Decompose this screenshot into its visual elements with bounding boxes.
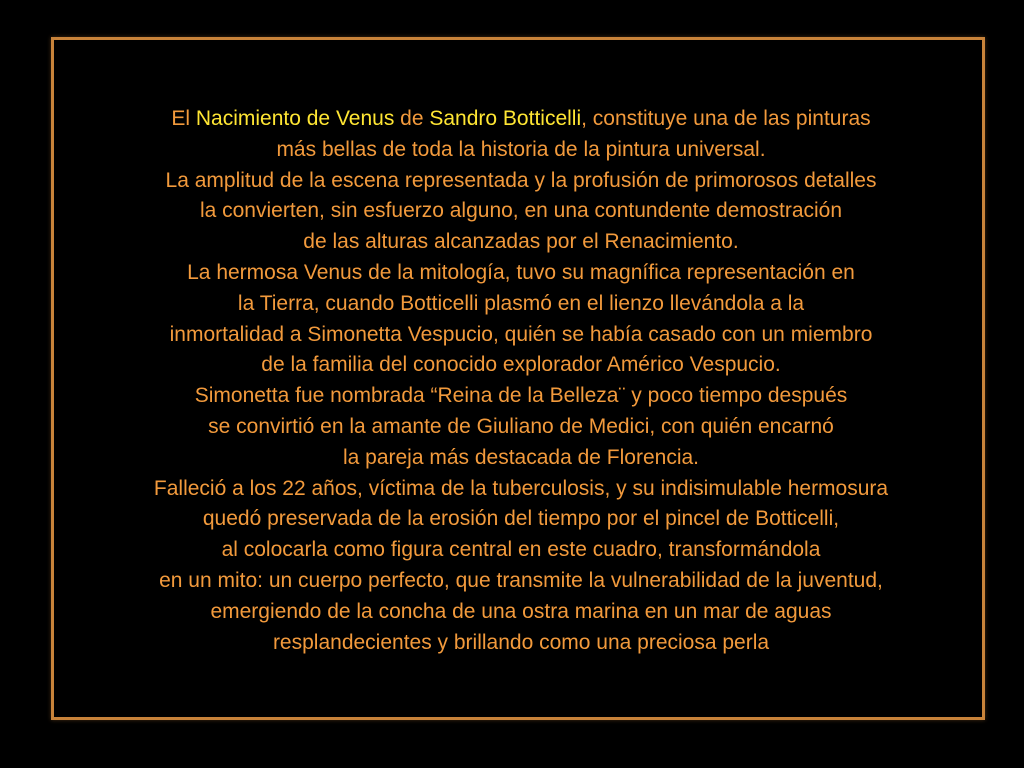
text-line-12: la pareja más destacada de Florencia.	[342, 445, 700, 469]
text-line-1	[54, 104, 988, 135]
text-line-13: Falleció a los 22 años, víctima de la tuberculosis, y su indisimulable hermosura	[153, 476, 889, 500]
body-text	[54, 104, 988, 658]
highlight-painting-title: Nacimiento de Venus	[195, 107, 395, 130]
text-line-14: quedó preservada de la erosión del tiempo por el pincel de Botticelli,	[202, 507, 840, 531]
text-line-10: Simonetta fue nombrada “Reina de la Belleza¨ y poco tiempo después	[194, 384, 848, 408]
text-line-7: la Tierra, cuando Botticelli plasmó en el lienzo llevándola a la	[237, 291, 805, 315]
text-line-6: La hermosa Venus de la mitología, tuvo su magnífica representación en	[187, 260, 855, 284]
text-line-16: en un mito: un cuerpo perfecto, que transmite la vulnerabilidad de la juventud,	[159, 568, 883, 592]
text-line-17: emergiendo de la concha de una ostra marina en un mar de aguas	[210, 599, 832, 623]
word-de: de	[394, 107, 430, 130]
text-line-15: al colocarla como figura central en este cuadro, transformándola	[221, 538, 821, 562]
text-line-2: más bellas de toda la historia de la pintura universal.	[276, 137, 766, 161]
text-line-11: se convirtió en la amante de Giuliano de Medici, con quién encarnó	[208, 414, 834, 438]
highlight-artist-name: Sandro Botticelli	[429, 107, 582, 130]
text-line-4: la convierten, sin esfuerzo alguno, en una contundente demostración	[199, 199, 843, 223]
line-1-rest: , constituye una de las pinturas	[581, 107, 871, 130]
word-el: El	[171, 107, 196, 130]
text-line-9: de la familia del conocido explorador Américo Vespucio.	[261, 353, 781, 377]
text-line-18: resplandecientes y brillando como una preciosa perla	[272, 630, 770, 654]
text-line-5: de las alturas alcanzadas por el Renacimiento.	[303, 230, 739, 254]
text-line-3: La amplitud de la escena representada y la profusión de primorosos detalles	[165, 168, 877, 192]
text-line-8: inmortalidad a Simonetta Vespucio, quién se había casado con un miembro	[169, 322, 873, 346]
